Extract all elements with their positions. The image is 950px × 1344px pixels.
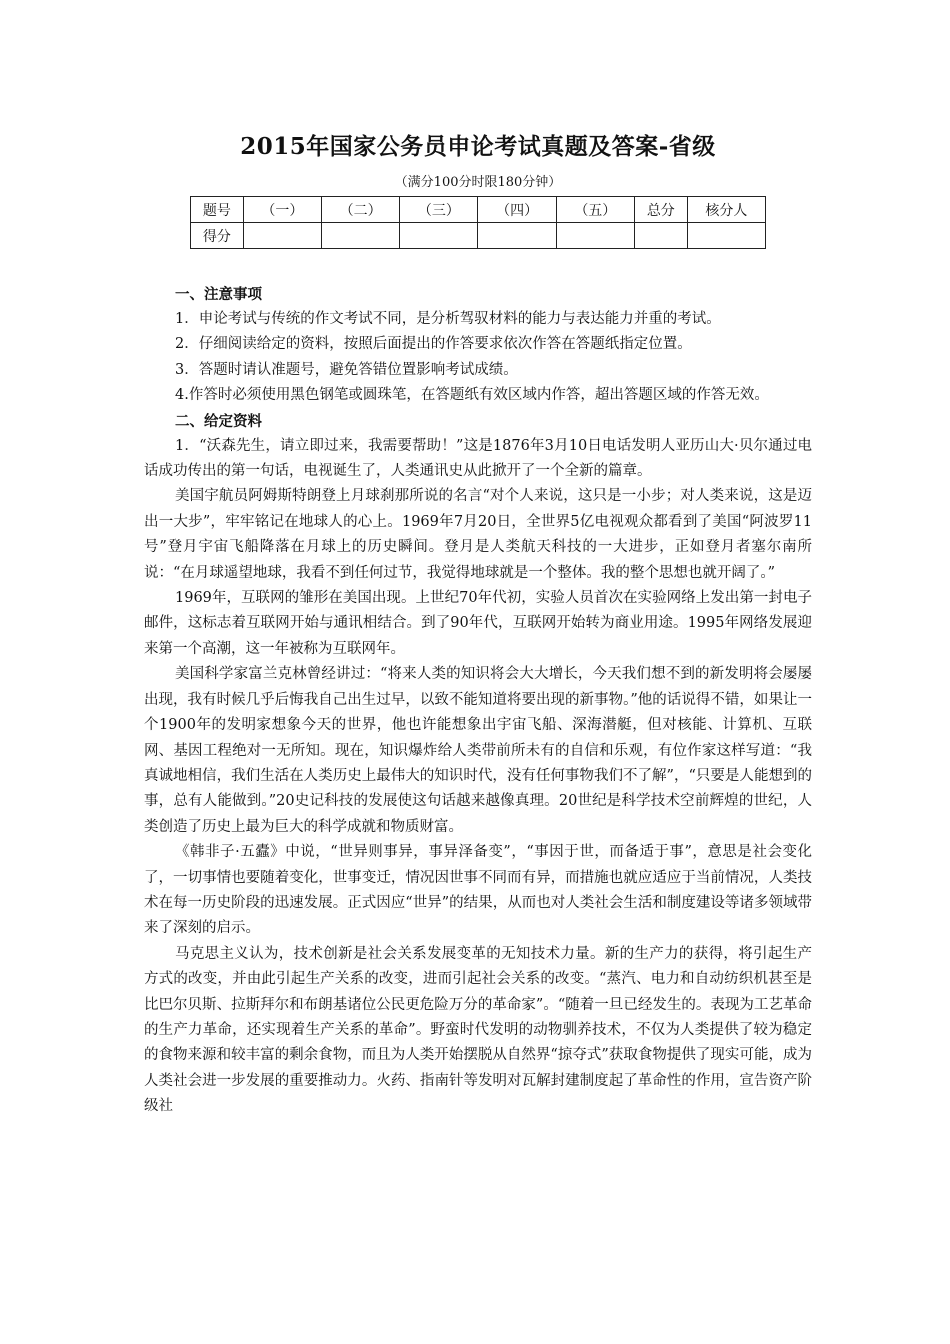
score-header-cell: 题号 [191,197,244,223]
score-header-cell: 总分 [634,197,687,223]
score-cell [478,223,556,249]
score-header-cell: （二） [322,197,400,223]
score-header-cell: （三） [400,197,478,223]
notes-item: 3．答题时请认准题号，避免答错位置影响考试成绩。 [175,361,518,378]
score-row-label: 得分 [191,223,244,249]
score-cell [556,223,634,249]
material-paragraph: 马克思主义认为，技术创新是社会关系发展变革的无知技术力量。新的生产力的获得，将引起生产方式的改变，并由此引起生产关系的改变，进而引起社会关系的改变。“蒸汽、电力和自动纺织机甚至是比巴尔贝斯、拉斯拜尔和布朗基诸位公民更危险万分的革命家”。“随着一旦已经发生的。表现为工艺革命的生产力革命，还实现着生产关系的革命”。野蛮时代发明的动物驯养技术，不仅为人类提供了较为稳定的食物来源和较丰富的剩余食物，而且为人类开始摆脱从自然界“掠夺式”获取食物提供了现实可能，成为人类社会进一步发展的重要推动力。火药、指南针等发明对瓦解封建制度起了革命性的作用，宣告资产阶级社 [144,945,812,1115]
material-paragraph: 美国宇航员阿姆斯特朗登上月球刹那所说的名言“对个人来说，这只是一小步；对人类来说，这是迈出一大步”，牢牢铭记在地球人的心上。1969年7月20日，全世界5亿电视观众都看到了美国“阿波罗11号”登月宇宙飞船降落在月球上的历史瞬间。登月是人类航天科技的一大进步，正如登月者塞尔南所说：“在月球遥望地球，我看不到任何过节，我觉得地球就是一个整体。我的整个思想也就开阔了。” [144,488,812,581]
score-header-cell: 核分人 [687,197,765,223]
material-paragraph: 1．“沃森先生，请立即过来，我需要帮助！”这是1876年3月10日电话发明人亚历山大·贝尔通过电话成功传出的第一句话，电视诞生了，人类通讯史从此掀开了一个全新的篇章。 [144,437,812,480]
notes-item: 1．申论考试与传统的作文考试不同，是分析驾驭材料的能力与表达能力并重的考试。 [175,311,721,327]
score-table [190,196,766,249]
score-cell [400,223,478,249]
score-cell [634,223,687,249]
material-paragraph: 《韩非子·五蠹》中说，“世异则事异，事异泽备变”，“事因于世，而备适于事”，意思是社会变化了，一切事情也要随着变化，世事变迁，情况因世事不同而有异，而措施也就应适应于当前情况，人类技术在每一历史阶段的迅速发展。正式因应“世异”的结果，从而也对人类社会生活和制度建设等诸多领域带来了深刻的启示。 [144,844,812,937]
score-cell [243,223,321,249]
notes-item: 2．仔细阅读给定的资料，按照后面提出的作答要求依次作答在答题纸指定位置。 [175,336,692,353]
section-heading-notes: 一、注意事项 [175,286,262,303]
score-cell [322,223,400,249]
score-table-header-row [191,197,766,223]
score-header-cell: （五） [556,197,634,223]
score-header-cell: （一） [243,197,321,223]
section-heading-materials: 二、给定资料 [175,412,262,430]
page-subtitle: （满分100分时限180分钟） [394,175,562,190]
score-cell [687,223,765,249]
document-page [144,128,812,1120]
material-paragraph: 美国科学家富兰克林曾经讲过：“将来人类的知识将会大大增长，今天我们想不到的新发明将会屡屡出现，我有时候几乎后悔我自己出生过早，以致不能知道将要出现的新事物。”他的话说得不错，如果让一个1900年的发明家想象今天的世界，他也许能想象出宇宙飞船、深海潜艇，但对核能、计算机、互联网、基因工程绝对一无所知。现在，知识爆炸给人类带前所未有的自信和乐观，有位作家这样写道：“我真诚地相信，我们生活在人类历史上最伟大的知识时代，没有任何事物我们不了解”，“只要是人能想到的事，总有人能做到。”20史记科技的发展使这句话越来越像真理。20世纪是科学技术空前辉煌的世纪，人类创造了历史上最为巨大的科学成就和物质财富。 [144,666,812,835]
page-title: 2015年国家公务员申论考试真题及答案-省级 [240,133,716,160]
material-paragraph: 1969年，互联网的雏形在美国出现。上世纪70年代初，实验人员首次在实验网络上发出第一封电子邮件，这标志着互联网开始与通讯相结合。到了90年代，互联网开始转为商业用途。1995年网络发展迎来第一个高潮，这一年被称为互联网年。 [144,590,812,657]
score-header-cell: （四） [478,197,556,223]
notes-item: 4.作答时必须使用黑色钢笔或圆珠笔，在答题纸有效区域内作答，超出答题区域的作答无效。 [175,387,769,404]
score-table-score-row [191,223,766,249]
